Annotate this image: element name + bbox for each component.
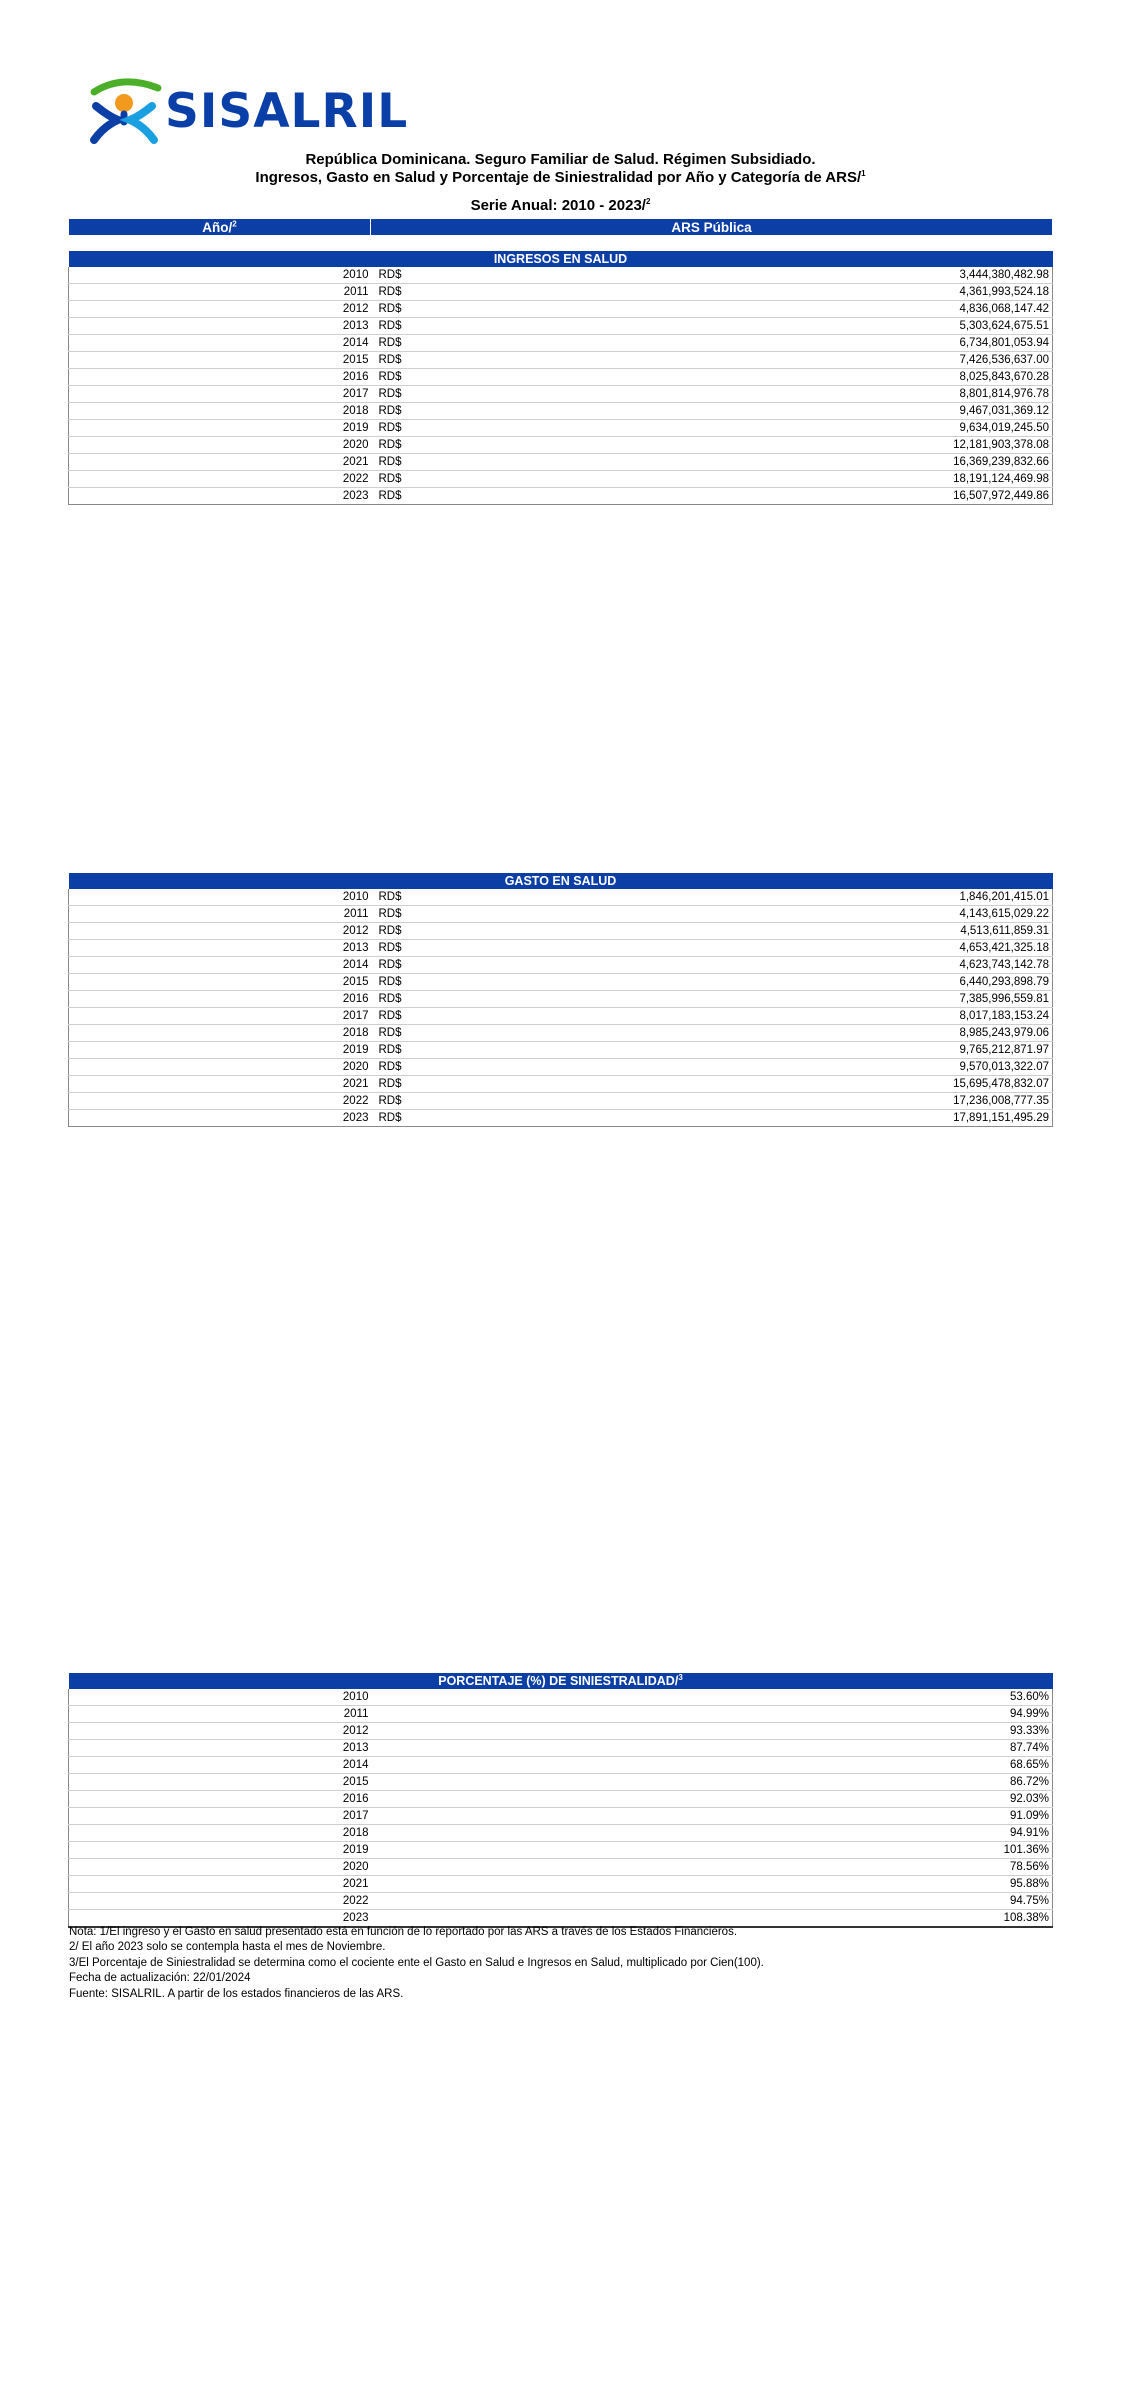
table-row (69, 1042, 1053, 1059)
year-cell: 2015 (69, 974, 371, 991)
gasto-table (68, 873, 1053, 1127)
year-cell: 2017 (69, 386, 371, 403)
ingresos-table (68, 219, 1053, 505)
currency-cell: RD$ (371, 957, 416, 974)
amount-cell: 4,361,993,524.18 (416, 284, 1053, 301)
amount-cell: 6,734,801,053.94 (416, 335, 1053, 352)
currency-cell: RD$ (371, 301, 416, 318)
table-row (69, 1808, 1053, 1825)
percentage-cell: 93.33% (371, 1723, 1053, 1740)
amount-cell: 9,765,212,871.97 (416, 1042, 1053, 1059)
currency-cell: RD$ (371, 923, 416, 940)
section-band-ingresos (69, 251, 1053, 267)
currency-cell: RD$ (371, 1076, 416, 1093)
amount-cell: 8,985,243,979.06 (416, 1025, 1053, 1042)
year-cell: 2010 (69, 1689, 371, 1706)
currency-cell: RD$ (371, 1093, 416, 1110)
currency-cell: RD$ (371, 1025, 416, 1042)
table-row (69, 889, 1053, 906)
year-cell: 2011 (69, 906, 371, 923)
amount-cell: 9,634,019,245.50 (416, 420, 1053, 437)
source-note: Fuente: SISALRIL. A partir de los estados financieros de las ARS. (69, 1987, 404, 2000)
percentage-cell: 101.36% (371, 1842, 1053, 1859)
year-cell: 2018 (69, 1825, 371, 1842)
percentage-cell: 95.88% (371, 1876, 1053, 1893)
percentage-cell: 78.56% (371, 1859, 1053, 1876)
amount-cell: 18,191,124,469.98 (416, 471, 1053, 488)
year-cell: 2016 (69, 1791, 371, 1808)
section-band-siniestralidad (69, 1673, 1053, 1689)
table-row (69, 1791, 1053, 1808)
table-row (69, 1876, 1053, 1893)
year-cell: 2021 (69, 1076, 371, 1093)
percentage-cell: 86.72% (371, 1774, 1053, 1791)
amount-cell: 3,444,380,482.98 (416, 267, 1053, 284)
percentage-cell: 108.38% (371, 1910, 1053, 1928)
table-row (69, 1859, 1053, 1876)
table-row (69, 267, 1053, 284)
year-cell: 2016 (69, 369, 371, 386)
currency-cell: RD$ (371, 906, 416, 923)
amount-cell: 9,467,031,369.12 (416, 403, 1053, 420)
footnote-2: 2/ El año 2023 solo se contempla hasta el mes de Noviembre. (69, 1941, 386, 1954)
table-header-row (69, 219, 1053, 235)
amount-cell: 17,236,008,777.35 (416, 1093, 1053, 1110)
year-cell: 2011 (69, 284, 371, 301)
table-row (69, 1025, 1053, 1042)
year-cell: 2012 (69, 301, 371, 318)
footnotes (69, 1925, 1054, 2002)
percentage-cell: 87.74% (371, 1740, 1053, 1757)
year-cell: 2019 (69, 1842, 371, 1859)
year-cell: 2019 (69, 1042, 371, 1059)
year-cell: 2020 (69, 1859, 371, 1876)
year-cell: 2021 (69, 1876, 371, 1893)
table-row (69, 1757, 1053, 1774)
year-cell: 2014 (69, 957, 371, 974)
table-row (69, 318, 1053, 335)
table-row (69, 471, 1053, 488)
table-row (69, 957, 1053, 974)
currency-cell: RD$ (371, 974, 416, 991)
table-row (69, 1842, 1053, 1859)
section-label: GASTO EN SALUD (69, 873, 1053, 889)
table-row (69, 369, 1053, 386)
amount-cell: 7,385,996,559.81 (416, 991, 1053, 1008)
table-row (69, 488, 1053, 505)
table-row (69, 301, 1053, 318)
currency-cell: RD$ (371, 420, 416, 437)
year-cell: 2013 (69, 1740, 371, 1757)
amount-cell: 4,143,615,029.22 (416, 906, 1053, 923)
percentage-cell: 94.99% (371, 1706, 1053, 1723)
amount-cell: 4,623,743,142.78 (416, 957, 1053, 974)
table-row (69, 403, 1053, 420)
amount-cell: 7,426,536,637.00 (416, 352, 1053, 369)
table-row (69, 1723, 1053, 1740)
currency-cell: RD$ (371, 386, 416, 403)
year-cell: 2011 (69, 1706, 371, 1723)
amount-cell: 17,891,151,495.29 (416, 1110, 1053, 1127)
year-cell: 2019 (69, 420, 371, 437)
percentage-cell: 53.60% (371, 1689, 1053, 1706)
sisalril-logo (88, 78, 428, 146)
report-series-line: Serie Anual: 2010 - 2023/$^2$ (470, 197, 651, 214)
table-row (69, 1706, 1053, 1723)
year-cell: 2022 (69, 1893, 371, 1910)
currency-cell: RD$ (371, 369, 416, 386)
percentage-cell: 94.91% (371, 1825, 1053, 1842)
year-cell: 2022 (69, 1093, 371, 1110)
year-cell: 2023 (69, 488, 371, 505)
year-cell: 2016 (69, 991, 371, 1008)
currency-cell: RD$ (371, 1059, 416, 1076)
currency-cell: RD$ (371, 940, 416, 957)
logo-wordmark: SISALRIL (165, 84, 409, 139)
column-header-year: Año/$^2$ (69, 219, 371, 235)
amount-cell: 4,836,068,147.42 (416, 301, 1053, 318)
column-header-ars: ARS Pública (371, 219, 1053, 235)
footnote-3: 3/El Porcentaje de Siniestralidad se determina como el cociente ente el Gasto en Salud e Ingresos en Salud, multiplicado por Cien(100). (69, 1956, 764, 1969)
currency-cell: RD$ (371, 991, 416, 1008)
year-cell: 2012 (69, 923, 371, 940)
logo-mark-icon (88, 78, 168, 146)
section-label: INGRESOS EN SALUD (69, 251, 1053, 267)
table-row (69, 1774, 1053, 1791)
currency-cell: RD$ (371, 284, 416, 301)
year-cell: 2013 (69, 940, 371, 957)
amount-cell: 4,513,611,859.31 (416, 923, 1053, 940)
table-row (69, 284, 1053, 301)
table-row (69, 974, 1053, 991)
year-cell: 2018 (69, 1025, 371, 1042)
report-title-line2: Ingresos, Gasto en Salud y Porcentaje de Siniestralidad por Año y Categoría de ARS/$^1$ (255, 169, 866, 186)
siniestralidad-table (68, 1673, 1053, 1928)
year-cell: 2012 (69, 1723, 371, 1740)
year-cell: 2022 (69, 471, 371, 488)
amount-cell: 5,303,624,675.51 (416, 318, 1053, 335)
currency-cell: RD$ (371, 437, 416, 454)
year-cell: 2013 (69, 318, 371, 335)
currency-cell: RD$ (371, 488, 416, 505)
update-date: Fecha de actualización: 22/01/2024 (69, 1972, 251, 1985)
table-row (69, 991, 1053, 1008)
year-cell: 2021 (69, 454, 371, 471)
percentage-cell: 92.03% (371, 1791, 1053, 1808)
table-row (69, 1825, 1053, 1842)
year-cell: 2014 (69, 335, 371, 352)
year-cell: 2023 (69, 1910, 371, 1928)
amount-cell: 8,801,814,976.78 (416, 386, 1053, 403)
year-cell: 2018 (69, 403, 371, 420)
amount-cell: 16,507,972,449.86 (416, 488, 1053, 505)
amount-cell: 8,025,843,670.28 (416, 369, 1053, 386)
year-cell: 2017 (69, 1808, 371, 1825)
year-cell: 2017 (69, 1008, 371, 1025)
table-row (69, 335, 1053, 352)
year-cell: 2020 (69, 1059, 371, 1076)
amount-cell: 16,369,239,832.66 (416, 454, 1053, 471)
table-row (69, 1110, 1053, 1127)
percentage-cell: 68.65% (371, 1757, 1053, 1774)
percentage-cell: 91.09% (371, 1808, 1053, 1825)
currency-cell: RD$ (371, 1110, 416, 1127)
amount-cell: 6,440,293,898.79 (416, 974, 1053, 991)
table-row (69, 1059, 1053, 1076)
currency-cell: RD$ (371, 335, 416, 352)
currency-cell: RD$ (371, 1042, 416, 1059)
currency-cell: RD$ (371, 352, 416, 369)
amount-cell: 9,570,013,322.07 (416, 1059, 1053, 1076)
table-row (69, 906, 1053, 923)
amount-cell: 1,846,201,415.01 (416, 889, 1053, 906)
amount-cell: 4,653,421,325.18 (416, 940, 1053, 957)
report-title-line1: República Dominicana. Seguro Familiar de Salud. Régimen Subsidiado. (305, 151, 816, 168)
amount-cell: 15,695,478,832.07 (416, 1076, 1053, 1093)
year-cell: 2010 (69, 889, 371, 906)
table-row (69, 1076, 1053, 1093)
year-cell: 2010 (69, 267, 371, 284)
year-cell: 2023 (69, 1110, 371, 1127)
currency-cell: RD$ (371, 889, 416, 906)
footnote-1: Nota: 1/El ingreso y el Gasto en salud presentado está en función de lo reportado por las ARS a través de los Estados Financieros. (69, 1926, 738, 1938)
section-band-gasto (69, 873, 1053, 889)
year-cell: 2020 (69, 437, 371, 454)
section-label: PORCENTAJE (%) DE SINIESTRALIDAD/$^3$ (69, 1673, 1053, 1689)
amount-cell: 12,181,903,378.08 (416, 437, 1053, 454)
currency-cell: RD$ (371, 1008, 416, 1025)
table-row (69, 1008, 1053, 1025)
table-row (69, 352, 1053, 369)
currency-cell: RD$ (371, 454, 416, 471)
table-row (69, 923, 1053, 940)
currency-cell: RD$ (371, 471, 416, 488)
table-row (69, 386, 1053, 403)
table-row (69, 1689, 1053, 1706)
currency-cell: RD$ (371, 318, 416, 335)
percentage-cell: 94.75% (371, 1893, 1053, 1910)
table-row (69, 1740, 1053, 1757)
table-row (69, 940, 1053, 957)
table-row (69, 1093, 1053, 1110)
currency-cell: RD$ (371, 267, 416, 284)
table-row (69, 1893, 1053, 1910)
table-row (69, 437, 1053, 454)
amount-cell: 8,017,183,153.24 (416, 1008, 1053, 1025)
table-row (69, 420, 1053, 437)
currency-cell: RD$ (371, 403, 416, 420)
table-row (69, 454, 1053, 471)
year-cell: 2015 (69, 352, 371, 369)
year-cell: 2014 (69, 1757, 371, 1774)
year-cell: 2015 (69, 1774, 371, 1791)
